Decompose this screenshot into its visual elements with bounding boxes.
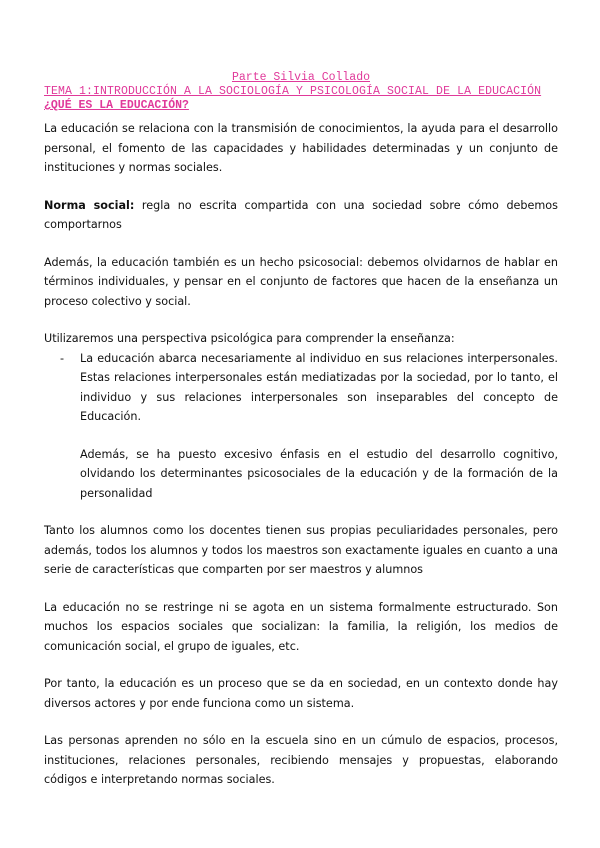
paragraph-espacios-sociales: La educación no se restringe ni se agota en un sistema formalmente estructurado. Son muchos los espacios sociales que socializan: la familia, la religión, los medios de comunicación social, el grupo de iguales, etc.: [44, 600, 558, 653]
section-title: ¿QUÉ ES LA EDUCACIÓN?: [44, 99, 189, 112]
paragraph-psicosocial: Además, la educación también es un hecho psicosocial: debemos olvidarnos de hablar en términos individuales, y pensar en el conjunto de factores que hacen de la enseñanza un proceso colectivo y social.: [44, 255, 558, 308]
paragraph-perspectiva: Utilizaremos una perspectiva psicológica para comprender la enseñanza:: [44, 332, 455, 345]
paragraph-aprendizaje: Las personas aprenden no sólo en la escuela sino en un cúmulo de espacios, procesos, instituciones, relaciones personales, recibiendo mensajes y propuestas, elaborando códigos e interpretando normas sociales.: [44, 734, 558, 786]
paragraph-sistema: Por tanto, la educación es un proceso que se da en sociedad, en un contexto donde hay diversos actores y por ende funciona como un sistema.: [44, 677, 558, 710]
paragraph-definition: La educación se relaciona con la transmisión de conocimientos, la ayuda para el desarrollo personal, el fomento de las capacidades y habilidades determinadas y un conjunto de instituciones y normas sociales.: [44, 122, 558, 174]
list-bullet-dash: -: [60, 351, 65, 365]
paragraph-norma-social: [44, 196, 558, 235]
bullet-subparagraph: Además, se ha puesto excesivo énfasis en el estudio del desarrollo cognitivo, olvidando los determinantes psicosociales de la educación y de la formación de la personalidad: [80, 447, 558, 500]
list-item: [44, 349, 558, 504]
document-content: [44, 70, 558, 790]
bullet-text: La educación abarca necesariamente al individuo en sus relaciones interpersonales. Estas relaciones interpersonales están mediatizadas por la sociedad, por lo tanto, el individuo y sus relaciones interpersonales son inseparables del concepto de Educación.: [80, 351, 558, 423]
paragraph-alumnos-docentes: Tanto los alumnos como los docentes tienen sus propias peculiaridades personales, pero además, todos los alumnos y todos los maestros son exactamente iguales en cuanto a una serie de características que comparten por ser maestros y alumnos: [44, 524, 558, 576]
author-heading: Parte Silvia Collado: [231, 71, 371, 84]
topic-heading: TEMA 1:INTRODUCCIÓN A LA SOCIOLOGÍA Y PSICOLOGÍA SOCIAL DE LA EDUCACIÓN: [44, 85, 542, 98]
norma-social-label: Norma social:: [44, 198, 135, 212]
norma-social-text: regla no escrita compartida con una sociedad sobre cómo debemos comportarnos: [44, 198, 558, 231]
